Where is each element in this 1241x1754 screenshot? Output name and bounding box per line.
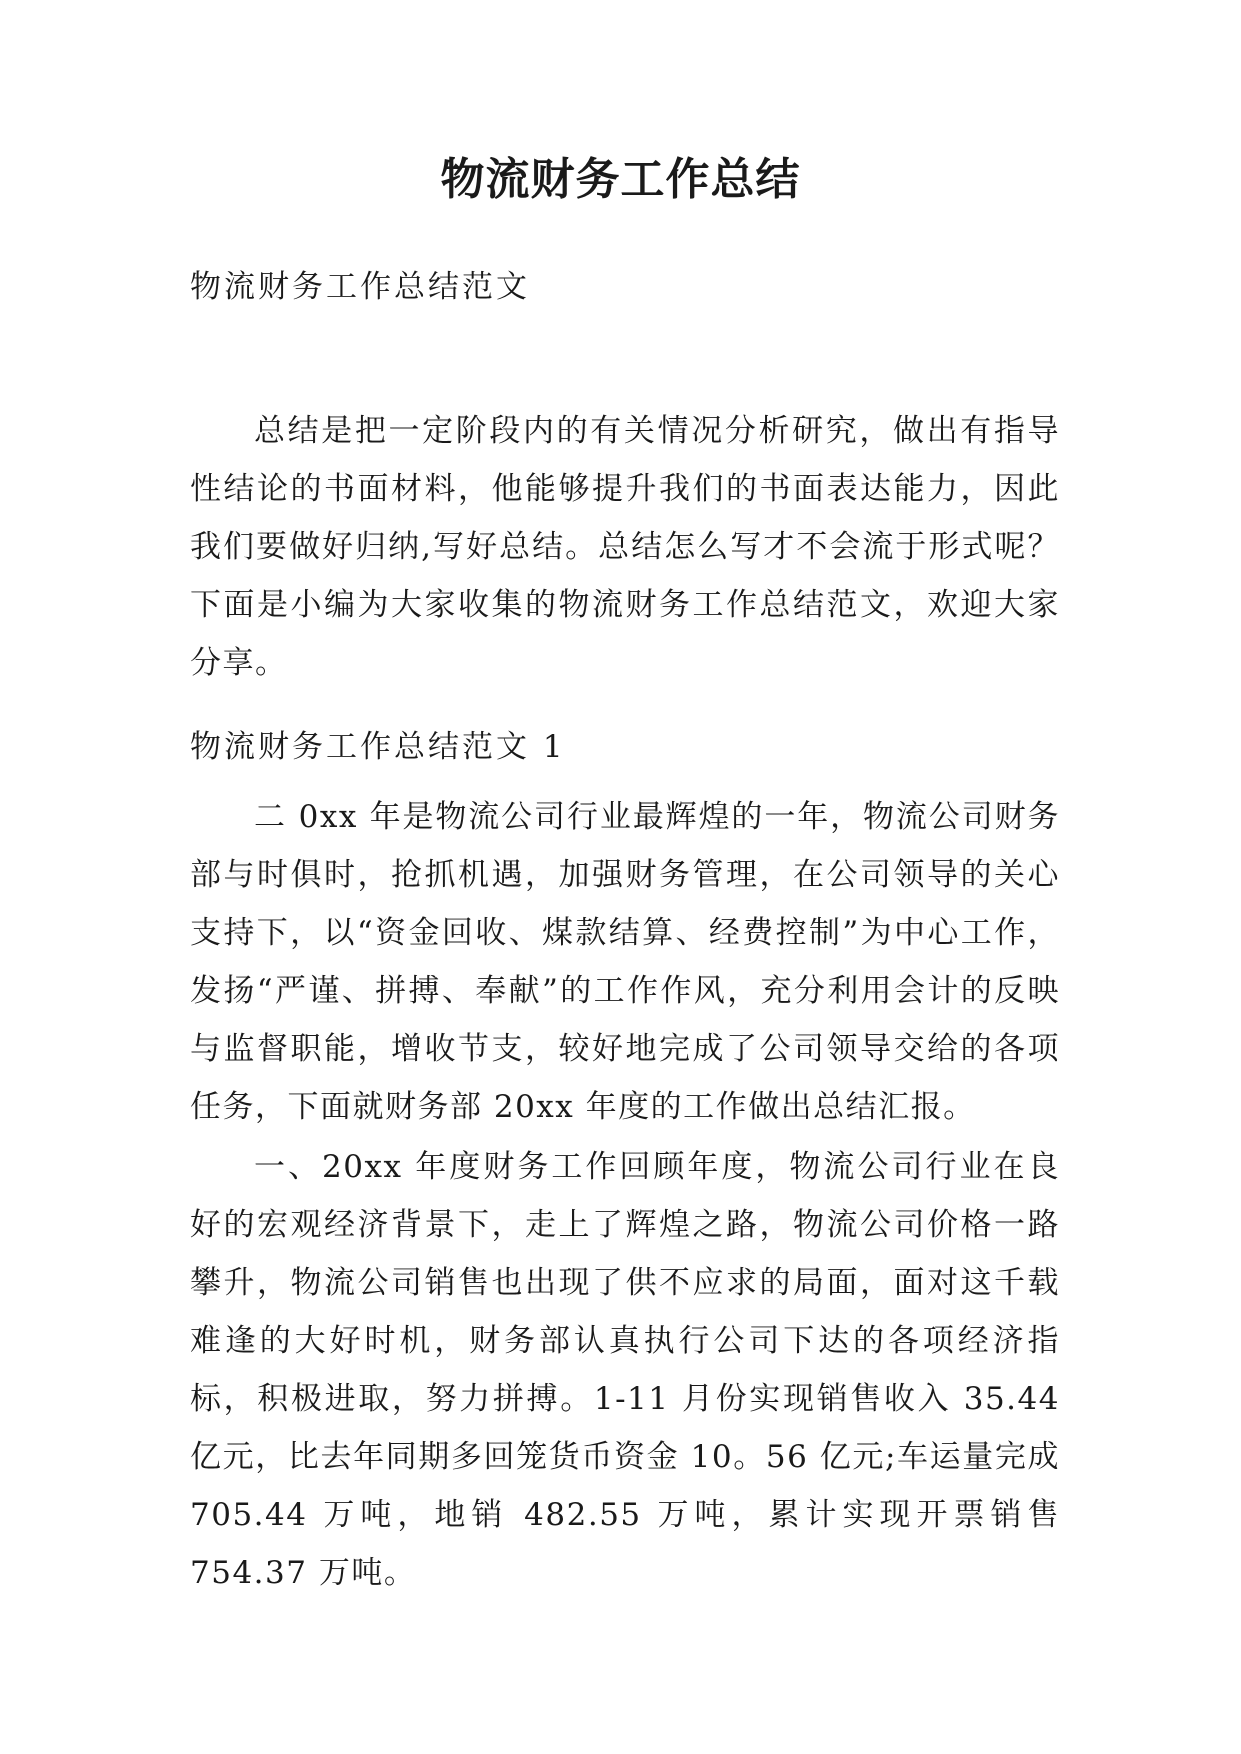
section-heading: 物流财务工作总结范文 1 <box>190 729 566 765</box>
section-paragraph: 一、20xx 年度财务工作回顾年度，物流公司行业在良好的宏观经济背景下，走上了辉煌之路，物流公司价格一路攀升，物流公司销售也出现了供不应求的局面，面对这千载难逢的大好时机，财务部认真执行公司下达的各项经济指标，积极进取，努力拼搏。1-11 月份实现销售收入 35.44 亿元，比去年同期多回笼货币资金 10。56 亿元;车运量完成 705.44 万吨，地销 482.55 万吨，累计实现开票销售 754.37 万吨。 <box>190 1149 1060 1591</box>
section-paragraph: 二 0xx 年是物流公司行业最辉煌的一年，物流公司财务部与时俱时，抢抓机遇，加强财务管理，在公司领导的关心支持下，以“资金回收、煤款结算、经费控制”为中心工作，发扬“严谨、拼搏、奉献”的工作作风，充分利用会计的反映与监督职能，增收节支，较好地完成了公司领导交给的各项任务，下面就财务部 20xx 年度的工作做出总结汇报。 <box>190 799 1060 1125</box>
document-subtitle: 物流财务工作总结范文 <box>190 269 530 305</box>
document-title: 物流财务工作总结 <box>440 154 801 205</box>
intro-paragraph: 总结是把一定阶段内的有关情况分析研究，做出有指导性结论的书面材料，他能够提升我们的书面表达能力，因此我们要做好归纳,写好总结。总结怎么写才不会流于形式呢？下面是小编为大家收集的物流财务工作总结范文，欢迎大家分享。 <box>190 413 1060 681</box>
